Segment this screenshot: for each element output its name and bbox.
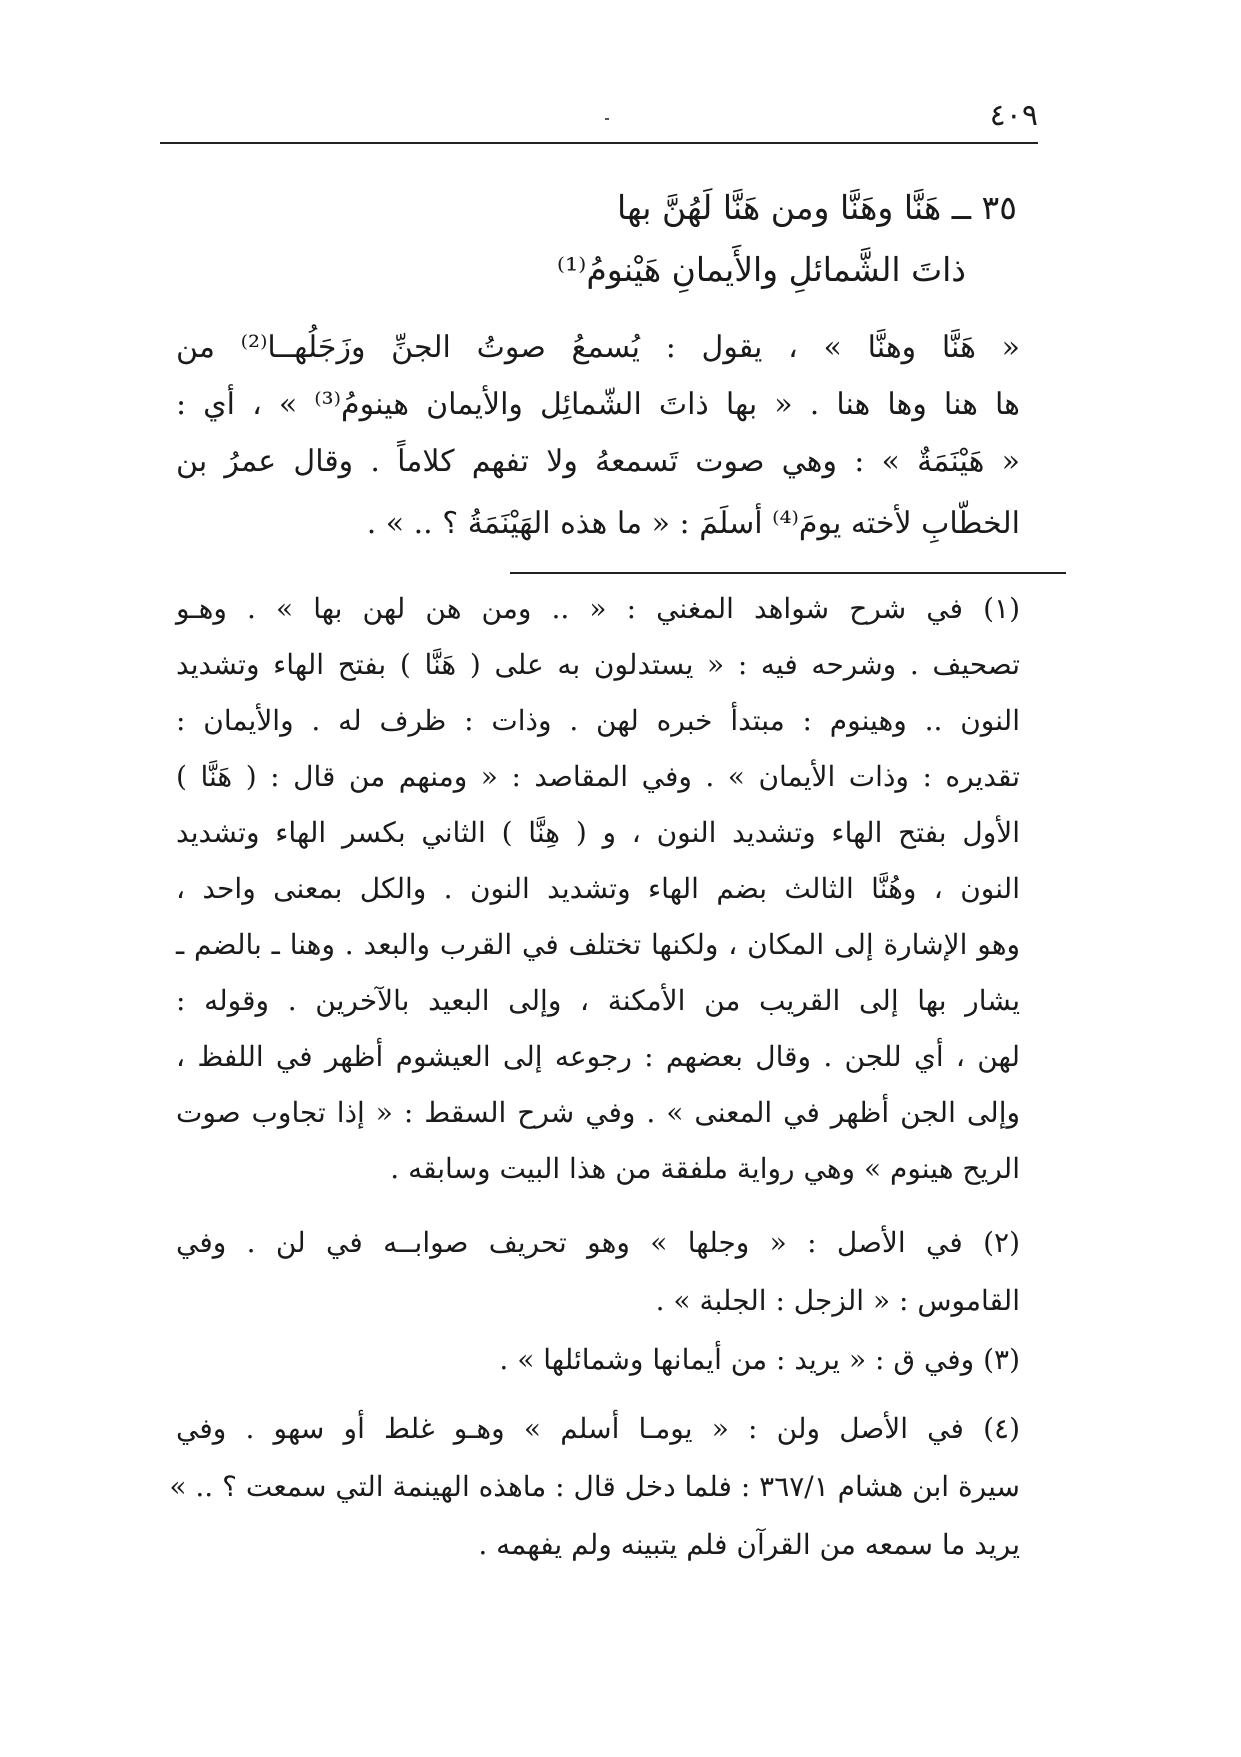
ink-speck: [605, 118, 609, 120]
footnote-1-line: الريح هينوم » وهي رواية ملفقة من هذا البيت وسابقه .: [390, 1152, 1020, 1185]
footnote-1-line: وإلى الجن أظهر في المعنى » . وفي شرح السقط : « إذا تجاوب صوت: [176, 1096, 1020, 1129]
page-header: [160, 98, 1038, 138]
footnote-4-line: يريد ما سمعه من القرآن فلم يتبينه ولم يفهمه .: [478, 1528, 1020, 1561]
footnote-1-line: وهو الإشارة إلى المكان ، ولكنها تختلف في القرب والبعد . وهنا ـ بالضم ـ: [176, 928, 1020, 961]
verse-line-2: ذاتَ الشَّمائلِ والأَيمانِ هَيْنومُ⁽¹⁾: [556, 250, 966, 289]
footnote-rule: [510, 572, 1066, 574]
commentary-line: ها هنا وها هنا . « بها ذاتَ الشّمائِل والأيمان هينومُ⁽³⁾ » ، أي :: [176, 387, 1020, 422]
footnote-1-line: (١) في شرح شواهد المغني : « .. ومن هن لهن بها » . وهـو: [176, 592, 1020, 625]
footnote-1-line: الأول بفتح الهاء وتشديد النون ، و ( هِنَّا ) الثاني بكسر الهاء وتشديد: [176, 816, 1020, 849]
commentary-line: الخطّابِ لأخته يومَ⁽⁴⁾ أسلَمَ : « ما هذه الهَيْنَمَةُ ؟ .. » .: [366, 506, 1020, 541]
footnote-2-line: (٢) في الأصل : « وجلها » وهو تحريف صوابــه في لن . وفي: [176, 1226, 1020, 1259]
footnote-1-line: النون .. وهينوم : مبتدأ خبره لهن . وذات : ظرف له . والأيمان :: [176, 704, 1020, 737]
footnote-2-line: القاموس : « الزجل : الجلبة » .: [655, 1284, 1020, 1317]
commentary-line: « هَيْنَمَةٌ » : وهي صوت تَسمعهُ ولا تفهم كلاماً . وقال عمرُ بن: [176, 444, 1020, 479]
header-rule: [160, 142, 1038, 144]
footnote-1-line: تقديره : وذات الأيمان » . وفي المقاصد : « ومنهم من قال : ( هَنَّا ): [176, 760, 1020, 793]
footnote-1-line: النون ، وهُنَّا الثالث بضم الهاء وتشديد النون . والكل بمعنى واحد ،: [176, 872, 1020, 905]
commentary-line: « هَنَّا وهنَّا » ، يقول : يُسمعُ صوتُ الجنِّ وزَجَلُهــا⁽²⁾ من: [176, 330, 1020, 365]
verse-line-1: ٣٥ ــ هَنَّا وهَنَّا ومن هَنَّا لَهُنَّ بها: [617, 188, 1017, 227]
footnote-1-line: تصحيف . وشرحه فيه : « يستدلون به على ( هَنَّا ) بفتح الهاء وتشديد: [176, 648, 1020, 681]
footnote-4-line: (٤) في الأصل ولن : « يومـا أسلم » وهـو غلط أو سهو . وفي: [176, 1412, 1020, 1445]
footnote-3-line: (٣) وفي ق : « يريد : من أيمانها وشمائلها » .: [499, 1343, 1020, 1376]
page-number: ٤٠٩: [989, 98, 1038, 133]
footnote-4-line: سيرة ابن هشام ٣٦٧/١ : فلما دخل قال : ماهذه الهينمة التي سمعت ؟ .. »: [169, 1470, 1020, 1503]
footnote-1-line: لهن ، أي للجن . وقال بعضهم : رجوعه إلى العيشوم أظهر في اللفظ ،: [176, 1040, 1020, 1073]
footnote-1-line: يشار بها إلى القريب من الأمكنة ، وإلى البعيد بالآخرين . وقوله :: [176, 984, 1020, 1017]
